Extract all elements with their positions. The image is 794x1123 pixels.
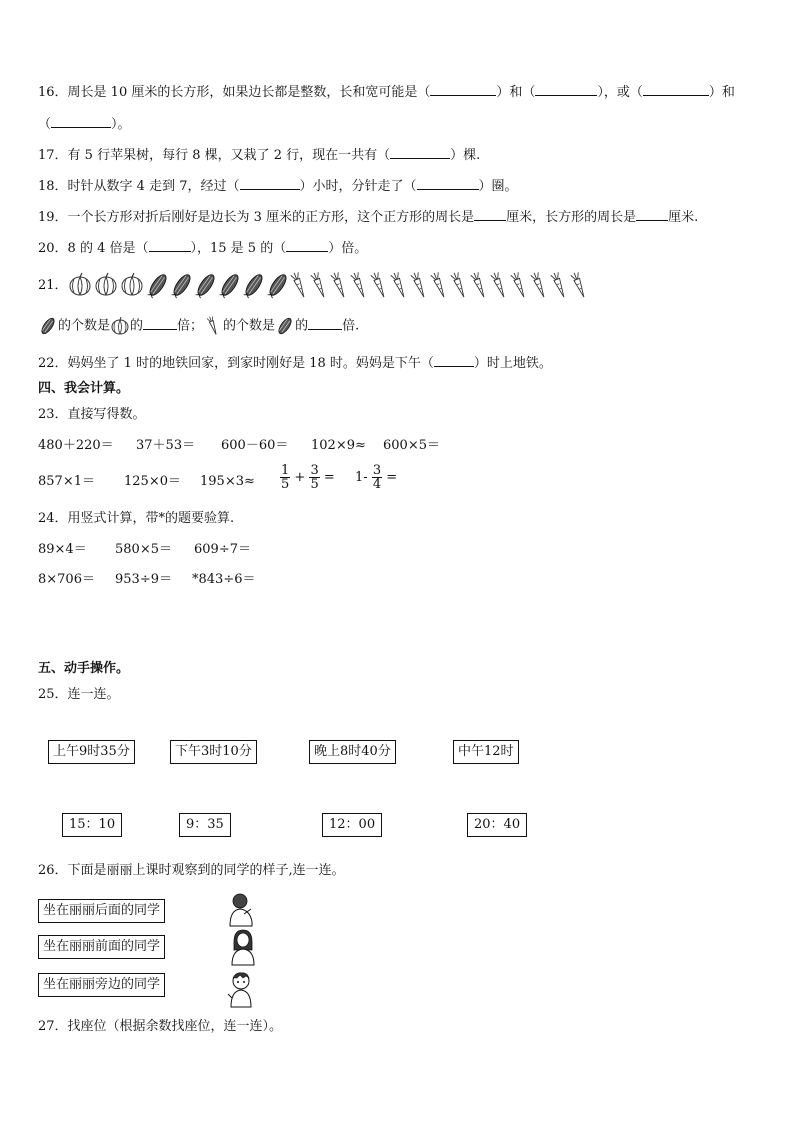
calc-item: 125×0＝	[124, 474, 181, 489]
time-label-box[interactable]: 上午9时35分	[48, 740, 135, 764]
calc-item: 600－60＝	[221, 438, 289, 453]
calc-item: *843÷6＝	[192, 572, 256, 587]
question-24-title: 24．用竖式计算，带*的题要验算.	[38, 511, 235, 526]
question-23-title: 23．直接写得数。	[38, 407, 146, 422]
time-label-box[interactable]: 中午12时	[453, 740, 519, 764]
question-21-text: 的个数是 的 倍； 的个数是 的 倍.	[38, 316, 359, 336]
answer-blank[interactable]	[51, 115, 111, 128]
question-26-title: 26．下面是丽丽上课时观察到的同学的样子,连一连。	[38, 863, 345, 878]
answer-blank[interactable]	[390, 146, 450, 159]
answer-blank[interactable]	[149, 239, 191, 252]
calc-item: 580×5＝	[115, 542, 172, 557]
carrot-icon	[330, 271, 350, 299]
calc-item: 600×5＝	[383, 438, 440, 453]
carrot-icon	[490, 271, 510, 299]
answer-blank[interactable]	[434, 354, 474, 367]
carrot-icon	[470, 271, 490, 299]
carrot-icon	[203, 316, 223, 336]
question-27-title: 27．找座位（根据余数找座位，连一连）。	[38, 1019, 283, 1034]
corn-icon	[146, 271, 170, 299]
student-side-view-icon[interactable]	[226, 970, 256, 1008]
calc-item: 8×706＝	[38, 572, 95, 587]
answer-blank[interactable]	[430, 83, 496, 96]
carrot-icon	[290, 271, 310, 299]
pumpkin-icon	[94, 271, 120, 299]
answer-blank[interactable]	[308, 317, 342, 330]
icon-row	[68, 270, 590, 300]
carrot-icon	[570, 271, 590, 299]
calc-item: 89×4＝	[38, 542, 87, 557]
calc-item: 37＋53＝	[136, 438, 196, 453]
carrot-icon	[530, 271, 550, 299]
answer-blank[interactable]	[417, 177, 479, 190]
corn-icon	[266, 271, 290, 299]
carrot-icon	[450, 271, 470, 299]
answer-blank[interactable]	[643, 83, 709, 96]
corn-icon	[218, 271, 242, 299]
pumpkin-icon	[120, 271, 146, 299]
clock-time-box[interactable]: 15：10	[62, 813, 122, 837]
section-5-heading: 五、动手操作。	[38, 661, 130, 676]
carrot-icon	[370, 271, 390, 299]
answer-blank[interactable]	[143, 317, 177, 330]
answer-blank[interactable]	[240, 177, 300, 190]
pumpkin-icon	[68, 271, 94, 299]
calc-item: 102×9≈	[311, 438, 366, 453]
carrot-icon	[410, 271, 430, 299]
clock-time-box[interactable]: 20：40	[467, 813, 527, 837]
question-25-title: 25．连一连。	[38, 687, 120, 702]
corn-icon	[170, 271, 194, 299]
question-18: 18．时针从数字 4 走到 7，经过（ ）小时，分针走了（ ）圈。	[38, 179, 518, 194]
corn-icon	[38, 316, 58, 336]
section-4-heading: 四、我会计算。	[38, 381, 130, 396]
question-22: 22．妈妈坐了 1 时的地铁回家，到家时刚好是 18 时。妈妈是下午（ ）时上地铁。	[38, 356, 552, 371]
corn-icon	[194, 271, 218, 299]
calc-item: 195×3≈	[200, 474, 255, 489]
calc-item: 953÷9＝	[115, 572, 172, 587]
question-20: 20．8 的 4 倍是（ ），15 是 5 的（ ）倍。	[38, 241, 368, 256]
calc-item: 609÷7＝	[194, 542, 251, 557]
question-16-cont: （ ）。	[38, 117, 131, 132]
pumpkin-icon	[110, 316, 130, 336]
clock-time-box[interactable]: 9：35	[179, 813, 231, 837]
carrot-icon	[350, 271, 370, 299]
question-19: 19．一个长方形对折后刚好是边长为 3 厘米的正方形，这个正方形的周长是 厘米，长方形的周长是 厘米.	[38, 210, 699, 225]
answer-blank[interactable]	[474, 208, 506, 221]
seat-label-box[interactable]: 坐在丽丽后面的同学	[38, 899, 165, 923]
seat-label-box[interactable]: 坐在丽丽前面的同学	[38, 935, 165, 959]
carrot-icon	[310, 271, 330, 299]
carrot-icon	[510, 271, 530, 299]
corn-icon	[242, 271, 266, 299]
carrot-icon	[550, 271, 570, 299]
answer-blank[interactable]	[286, 239, 328, 252]
seat-label-box[interactable]: 坐在丽丽旁边的同学	[38, 973, 165, 997]
carrot-icon	[390, 271, 410, 299]
answer-blank[interactable]	[535, 83, 597, 96]
clock-time-box[interactable]: 12：00	[322, 813, 382, 837]
time-label-box[interactable]: 晚上8时40分	[309, 740, 396, 764]
student-front-view-icon[interactable]	[228, 928, 258, 966]
student-back-view-icon[interactable]	[226, 892, 256, 928]
calc-item: 480＋220＝	[38, 438, 114, 453]
question-16: 16．周长是 10 厘米的长方形，如果边长都是整数，长和宽可能是（ ）和（ ），或（ ）和	[38, 85, 735, 100]
calc-item: 857×1＝	[38, 474, 95, 489]
time-label-box[interactable]: 下午3时10分	[170, 740, 257, 764]
carrot-icon	[430, 271, 450, 299]
question-21-number: 21．	[38, 278, 68, 293]
answer-blank[interactable]	[636, 208, 668, 221]
question-17: 17．有 5 行苹果树，每行 8 棵，又栽了 2 行，现在一共有（ ）棵.	[38, 148, 481, 163]
fraction-expression-2: 1- $\frac{3}{4}$ =	[355, 463, 398, 492]
fraction-expression-1: $\frac{1}{5}$ + $\frac{3}{5}$ =	[281, 463, 335, 492]
corn-icon	[275, 316, 295, 336]
